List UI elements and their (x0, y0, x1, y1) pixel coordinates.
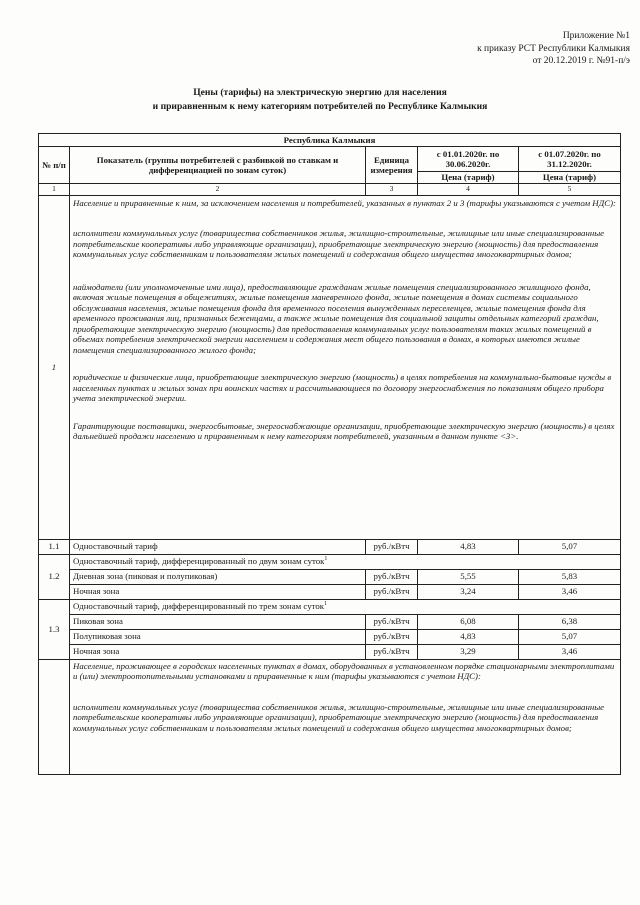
appendix-line: Приложение №1 (562, 31, 630, 41)
row-1-3-night-price-2: 3,46 (519, 644, 621, 659)
colnum-1: 1 (39, 184, 70, 196)
row-1-3-peak-label: Пиковая зона (70, 614, 366, 629)
row-1-2-night-unit: руб./кВтч (366, 584, 418, 599)
row-1-3-heading (70, 599, 621, 614)
row-1-1-num: 1.1 (39, 539, 70, 554)
row-1-2-day-price-2: 5,83 (519, 569, 621, 584)
row-1-3-peak-unit: руб./кВтч (366, 614, 418, 629)
block2-paragraph: Население, проживающее в городских населенных пунктах в домах, оборудованных в установленном порядке стационарными электроплитами и (или) электроотопительными установками и приравненные к ним (тарифы указываются с учетом НДС): (73, 660, 615, 681)
row-1-1-price-2: 5,07 (519, 539, 621, 554)
appendix-order-line: к приказу РСТ Республики Калмыкия (477, 43, 630, 54)
row-1-3-heading-text: Одноставочный тариф, дифференцированный по трем зонам суток (73, 601, 325, 612)
row-1-2-day-unit: руб./кВтч (366, 569, 418, 584)
colnum-5: 5 (519, 184, 621, 196)
region-header: Республика Калмыкия (39, 134, 621, 147)
header-num: № п/п (39, 147, 70, 184)
row-1-1-price-1: 4,83 (418, 539, 519, 554)
footnote-marker: 1 (324, 556, 328, 563)
row-1-3-semipeak-price-1: 4,83 (418, 629, 519, 644)
row-1-1-unit: руб./кВтч (366, 539, 418, 554)
row-1-1-label: Одноставочный тариф (70, 539, 366, 554)
row-1-2-num: 1.2 (39, 554, 70, 599)
block2-paragraph: исполнители коммунальных услуг (товарищества собственников жилья, жилищно-строительные, жилищные или иные специализированные потребительские кооперативы либо управляющие организации), приобретающие электрическую энергию (мощность) для предоставления коммунальных услуг собственникам и пользователям жилых помещений и содержания общего имущества многоквартирных домов; (73, 701, 605, 733)
block1-num: 1 (39, 195, 70, 539)
row-1-3-peak-price-2: 6,38 (519, 614, 621, 629)
row-1-3-night-price-1: 3,29 (418, 644, 519, 659)
header-price-1: Цена (тариф) (418, 172, 519, 184)
block1-paragraph: наймодатели (или уполномоченные ими лица), предоставляющие гражданам жилые помещения специализированного жилищного фонда, включая жилые помещения в общежитиях, жилые помещения маневренного фонда, жилые помещения в домах системы социального обслуживания населения, жилые помещения фонда для временного поселения вынужденных переселенцев, жилые помещения фонда для временного проживания лиц, признанных беженцами, а также жилые помещения для социальной защиты отдельных категорий граждан, приобретающие электрическую энергию (мощность) для предоставления коммунальных услуг пользователям таких жилых помещений в объемах потребления электрической энергии населением и содержания мест общего пользования в домах, в которых имеются жилые помещения специализированного жилого фонда; (73, 281, 599, 355)
row-1-2-night-price-2: 3,46 (519, 584, 621, 599)
tariff-table (38, 133, 621, 775)
colnum-2: 2 (70, 184, 366, 196)
row-1-3-semipeak-label: Полупиковая зона (70, 629, 366, 644)
colnum-3: 3 (366, 184, 418, 196)
row-1-2-day-price-1: 5,55 (418, 569, 519, 584)
block2-num (39, 659, 70, 774)
row-1-3-semipeak-price-2: 5,07 (519, 629, 621, 644)
block1-description (70, 195, 621, 539)
appendix-note (477, 30, 630, 68)
header-indicator: Показатель (группы потребителей с разбивкой по ставкам и дифференциацией по зонам суток) (70, 147, 366, 184)
row-1-2-heading (70, 554, 621, 569)
appendix-date-line: от 20.12.2019 г. №91-п/э (532, 56, 630, 66)
row-1-2-heading-text: Одноставочный тариф, дифференцированный по двум зонам суток (73, 556, 325, 567)
block1-paragraph: исполнители коммунальных услуг (товарищества собственников жилья, жилищно-строительные, жилищные или иные специализированные потребительские кооперативы либо управляющие организации), приобретающие электрическую энергию (мощность) для предоставления коммунальных услуг собственникам и пользователям жилых помещений и содержания общего имущества многоквартирных домов; (73, 228, 605, 259)
block2-description (70, 659, 621, 774)
row-1-3-semipeak-unit: руб./кВтч (366, 629, 418, 644)
row-1-3-num: 1.3 (39, 599, 70, 659)
footnote-marker: 1 (324, 601, 328, 608)
header-unit: Единица измерения (366, 147, 418, 184)
block1-paragraph: Население и приравненные к ним, за исключением населения и потребителей, указанных в пунктах 2 и 3 (тарифы указываются с учетом НДС): (73, 197, 616, 208)
header-period-2: с 01.07.2020г. по 31.12.2020г. (519, 147, 621, 172)
document-title (0, 86, 640, 114)
block1-paragraph: юридические и физические лица, приобретающие электрическую энергию (мощность) в целях потребления на коммунально-бытовые нужды в населенных пунктах и жилых зонах при воинских частях и рассчитывающиеся по договору энергоснабжения по показаниям общего прибора учета электрической энергии. (73, 372, 612, 403)
row-1-3-peak-price-1: 6,08 (418, 614, 519, 629)
row-1-2-day-label: Дневная зона (пиковая и полупиковая) (70, 569, 366, 584)
title-line-1: Цены (тарифы) на электрическую энергию для населения (193, 87, 447, 98)
row-1-3-night-label: Ночная зона (70, 644, 366, 659)
colnum-4: 4 (418, 184, 519, 196)
row-1-2-night-price-1: 3,24 (418, 584, 519, 599)
header-price-2: Цена (тариф) (519, 172, 621, 184)
title-line-2: и приравненным к нему категориям потребителей по Республике Калмыкия (152, 101, 488, 112)
row-1-2-night-label: Ночная зона (70, 584, 366, 599)
header-period-1: с 01.01.2020г. по 30.06.2020г. (418, 147, 519, 172)
block1-paragraph: Гарантирующие поставщики, энергосбытовые, энергоснабжающие организации, приобретающие электрическую энергию (мощность) в целях дальнейшей продажи населению и приравненным к нему категориям потребителей, указанным в данном пункте <3>. (73, 420, 615, 441)
row-1-3-night-unit: руб./кВтч (366, 644, 418, 659)
